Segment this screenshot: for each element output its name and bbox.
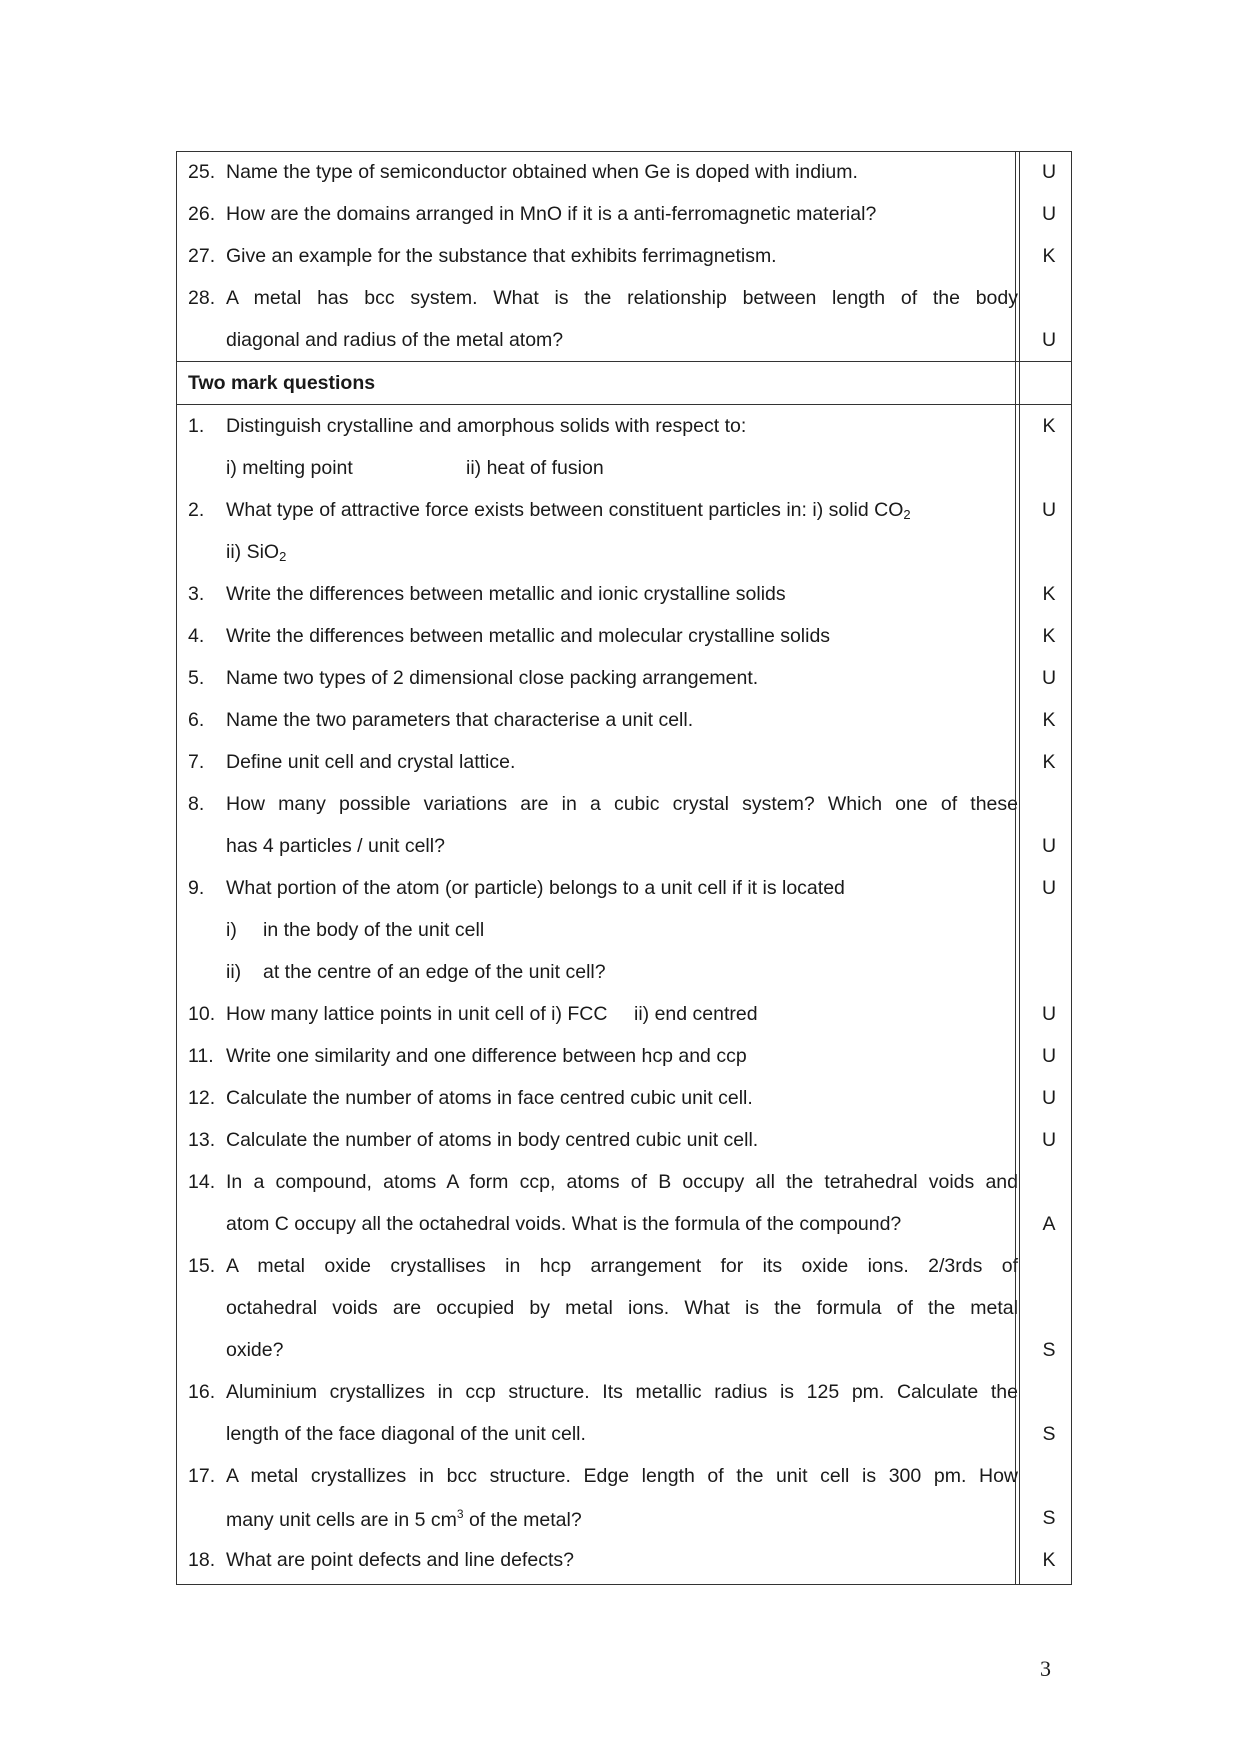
item-code: U (1041, 1003, 1057, 1025)
item-text: In a compound, atoms A form ccp, atoms of B occupy all the tetrahedral voids and (226, 1171, 1018, 1193)
item-code: U (1041, 203, 1057, 225)
list-item-continuation (176, 1497, 1072, 1539)
item-code: U (1041, 667, 1057, 689)
item-text: length of the face diagonal of the unit cell. (226, 1423, 586, 1445)
item-text: Write one similarity and one difference between hcp and ccp (226, 1045, 747, 1067)
item-option: i) melting point (226, 457, 353, 479)
list-item (176, 783, 1072, 825)
list-item (176, 277, 1072, 319)
item-text-main: many unit cells are in 5 cm (226, 1509, 457, 1531)
item-number: 7. (188, 751, 205, 773)
item-number: 6. (188, 709, 205, 731)
item-text: How are the domains arranged in MnO if it is a anti-ferromagnetic material? (226, 203, 877, 225)
section-header-row (176, 362, 1072, 404)
item-text: A metal crystallizes in bcc structure. Edge length of the unit cell is 300 pm. How (226, 1465, 1018, 1487)
item-number: 9. (188, 877, 205, 899)
sub-item-text: in the body of the unit cell (263, 919, 485, 941)
list-item (176, 1245, 1072, 1287)
list-item-continuation (176, 909, 1072, 951)
sub-item-text: at the centre of an edge of the unit cell? (263, 961, 606, 983)
item-number: 14. (188, 1171, 216, 1193)
item-code: U (1041, 329, 1057, 351)
list-item (176, 235, 1072, 277)
list-item (176, 489, 1072, 531)
item-code: U (1041, 1129, 1057, 1151)
item-text: Calculate the number of atoms in body centred cubic unit cell. (226, 1129, 759, 1151)
item-number: 8. (188, 793, 205, 815)
list-item (176, 193, 1072, 235)
superscript: 3 (456, 1507, 464, 1521)
item-text: atom C occupy all the octahedral voids. What is the formula of the compound? (226, 1213, 902, 1235)
item-text (226, 1507, 1026, 1532)
list-item (176, 151, 1072, 193)
item-text: has 4 particles / unit cell? (226, 835, 445, 857)
item-code: K (1042, 415, 1056, 437)
item-text: Aluminium crystallizes in ccp structure. Its metallic radius is 125 pm. Calculate the (226, 1381, 1018, 1403)
item-code: S (1042, 1507, 1056, 1529)
list-item-continuation (176, 1413, 1072, 1455)
item-text-main: ii) SiO (226, 541, 280, 563)
list-item (176, 657, 1072, 699)
item-text: A metal has bcc system. What is the relationship between length of the body (226, 287, 1018, 309)
item-text: Give an example for the substance that exhibits ferrimagnetism. (226, 245, 777, 267)
item-number: 27. (188, 245, 216, 267)
item-code: U (1041, 499, 1057, 521)
list-item-continuation (176, 447, 1072, 489)
item-text: Name the type of semiconductor obtained when Ge is doped with indium. (226, 161, 858, 183)
list-item (176, 1455, 1072, 1497)
list-item (176, 573, 1072, 615)
list-item (176, 993, 1072, 1035)
item-code: S (1042, 1339, 1056, 1361)
item-code: S (1042, 1423, 1056, 1445)
item-number: 10. (188, 1003, 216, 1025)
item-number: 5. (188, 667, 205, 689)
item-text: Calculate the number of atoms in face centred cubic unit cell. (226, 1087, 753, 1109)
item-text: What are point defects and line defects? (226, 1549, 574, 1571)
item-number: 3. (188, 583, 205, 605)
item-option: ii) heat of fusion (466, 457, 604, 479)
item-text: oxide? (226, 1339, 284, 1361)
item-code: K (1042, 583, 1056, 605)
item-number: 12. (188, 1087, 216, 1109)
item-option: ii) end centred (634, 1003, 758, 1025)
item-number: 16. (188, 1381, 216, 1403)
item-text-main: of the metal? (463, 1509, 582, 1531)
list-item (176, 741, 1072, 783)
item-text: diagonal and radius of the metal atom? (226, 329, 564, 351)
item-text: How many lattice points in unit cell of i) FCC (226, 1003, 608, 1025)
list-item (176, 1119, 1072, 1161)
item-text (226, 541, 1026, 564)
item-text (226, 499, 1026, 522)
item-code: K (1042, 1549, 1056, 1571)
item-text: How many possible variations are in a cubic crystal system? Which one of these (226, 793, 1018, 815)
item-text: Define unit cell and crystal lattice. (226, 751, 516, 773)
item-code: K (1042, 751, 1056, 773)
list-item-continuation (176, 1329, 1072, 1371)
list-item-continuation (176, 531, 1072, 573)
item-number: 28. (188, 287, 216, 309)
item-code: U (1041, 877, 1057, 899)
item-text: Write the differences between metallic and ionic crystalline solids (226, 583, 786, 605)
item-number: 1. (188, 415, 205, 437)
list-item (176, 615, 1072, 657)
subscript: 2 (279, 549, 287, 564)
item-text: What portion of the atom (or particle) belongs to a unit cell if it is located (226, 877, 845, 899)
item-number: 25. (188, 161, 216, 183)
list-item (176, 867, 1072, 909)
list-item-continuation (176, 825, 1072, 867)
item-code: K (1042, 625, 1056, 647)
item-text: Name two types of 2 dimensional close packing arrangement. (226, 667, 759, 689)
item-code: K (1042, 709, 1056, 731)
list-item (176, 405, 1072, 447)
item-number: 17. (188, 1465, 216, 1487)
item-text: Write the differences between metallic and molecular crystalline solids (226, 625, 831, 647)
item-number: 13. (188, 1129, 216, 1151)
list-item (176, 699, 1072, 741)
item-code: U (1041, 1087, 1057, 1109)
item-code: U (1041, 161, 1057, 183)
item-number: 11. (188, 1045, 214, 1067)
list-item-continuation (176, 319, 1072, 361)
item-number: 26. (188, 203, 216, 225)
item-text: A metal oxide crystallises in hcp arrangement for its oxide ions. 2/3rds of (226, 1255, 1018, 1277)
list-item (176, 1161, 1072, 1203)
subscript: 2 (903, 507, 911, 522)
item-text-main: What type of attractive force exists between constituent particles in: i) solid CO (226, 499, 904, 521)
list-item (176, 1035, 1072, 1077)
sub-item-marker: i) (226, 919, 237, 941)
list-item-continuation (176, 951, 1072, 993)
item-number: 2. (188, 499, 205, 521)
list-item (176, 1077, 1072, 1119)
section-header: Two mark questions (188, 372, 376, 394)
sub-item-marker: ii) (226, 961, 242, 983)
list-item-continuation (176, 1203, 1072, 1245)
list-item-continuation (176, 1287, 1072, 1329)
list-item (176, 1539, 1072, 1581)
item-code: K (1042, 245, 1056, 267)
item-code: A (1042, 1213, 1056, 1235)
item-text: octahedral voids are occupied by metal ions. What is the formula of the metal (226, 1297, 1018, 1319)
list-item (176, 1371, 1072, 1413)
item-code: U (1041, 835, 1057, 857)
item-number: 4. (188, 625, 205, 647)
item-code: U (1041, 1045, 1057, 1067)
item-text: Name the two parameters that characterise a unit cell. (226, 709, 694, 731)
item-number: 18. (188, 1549, 216, 1571)
item-text: Distinguish crystalline and amorphous solids with respect to: (226, 415, 747, 437)
page-number: 3 (1040, 1656, 1051, 1681)
item-number: 15. (188, 1255, 216, 1277)
